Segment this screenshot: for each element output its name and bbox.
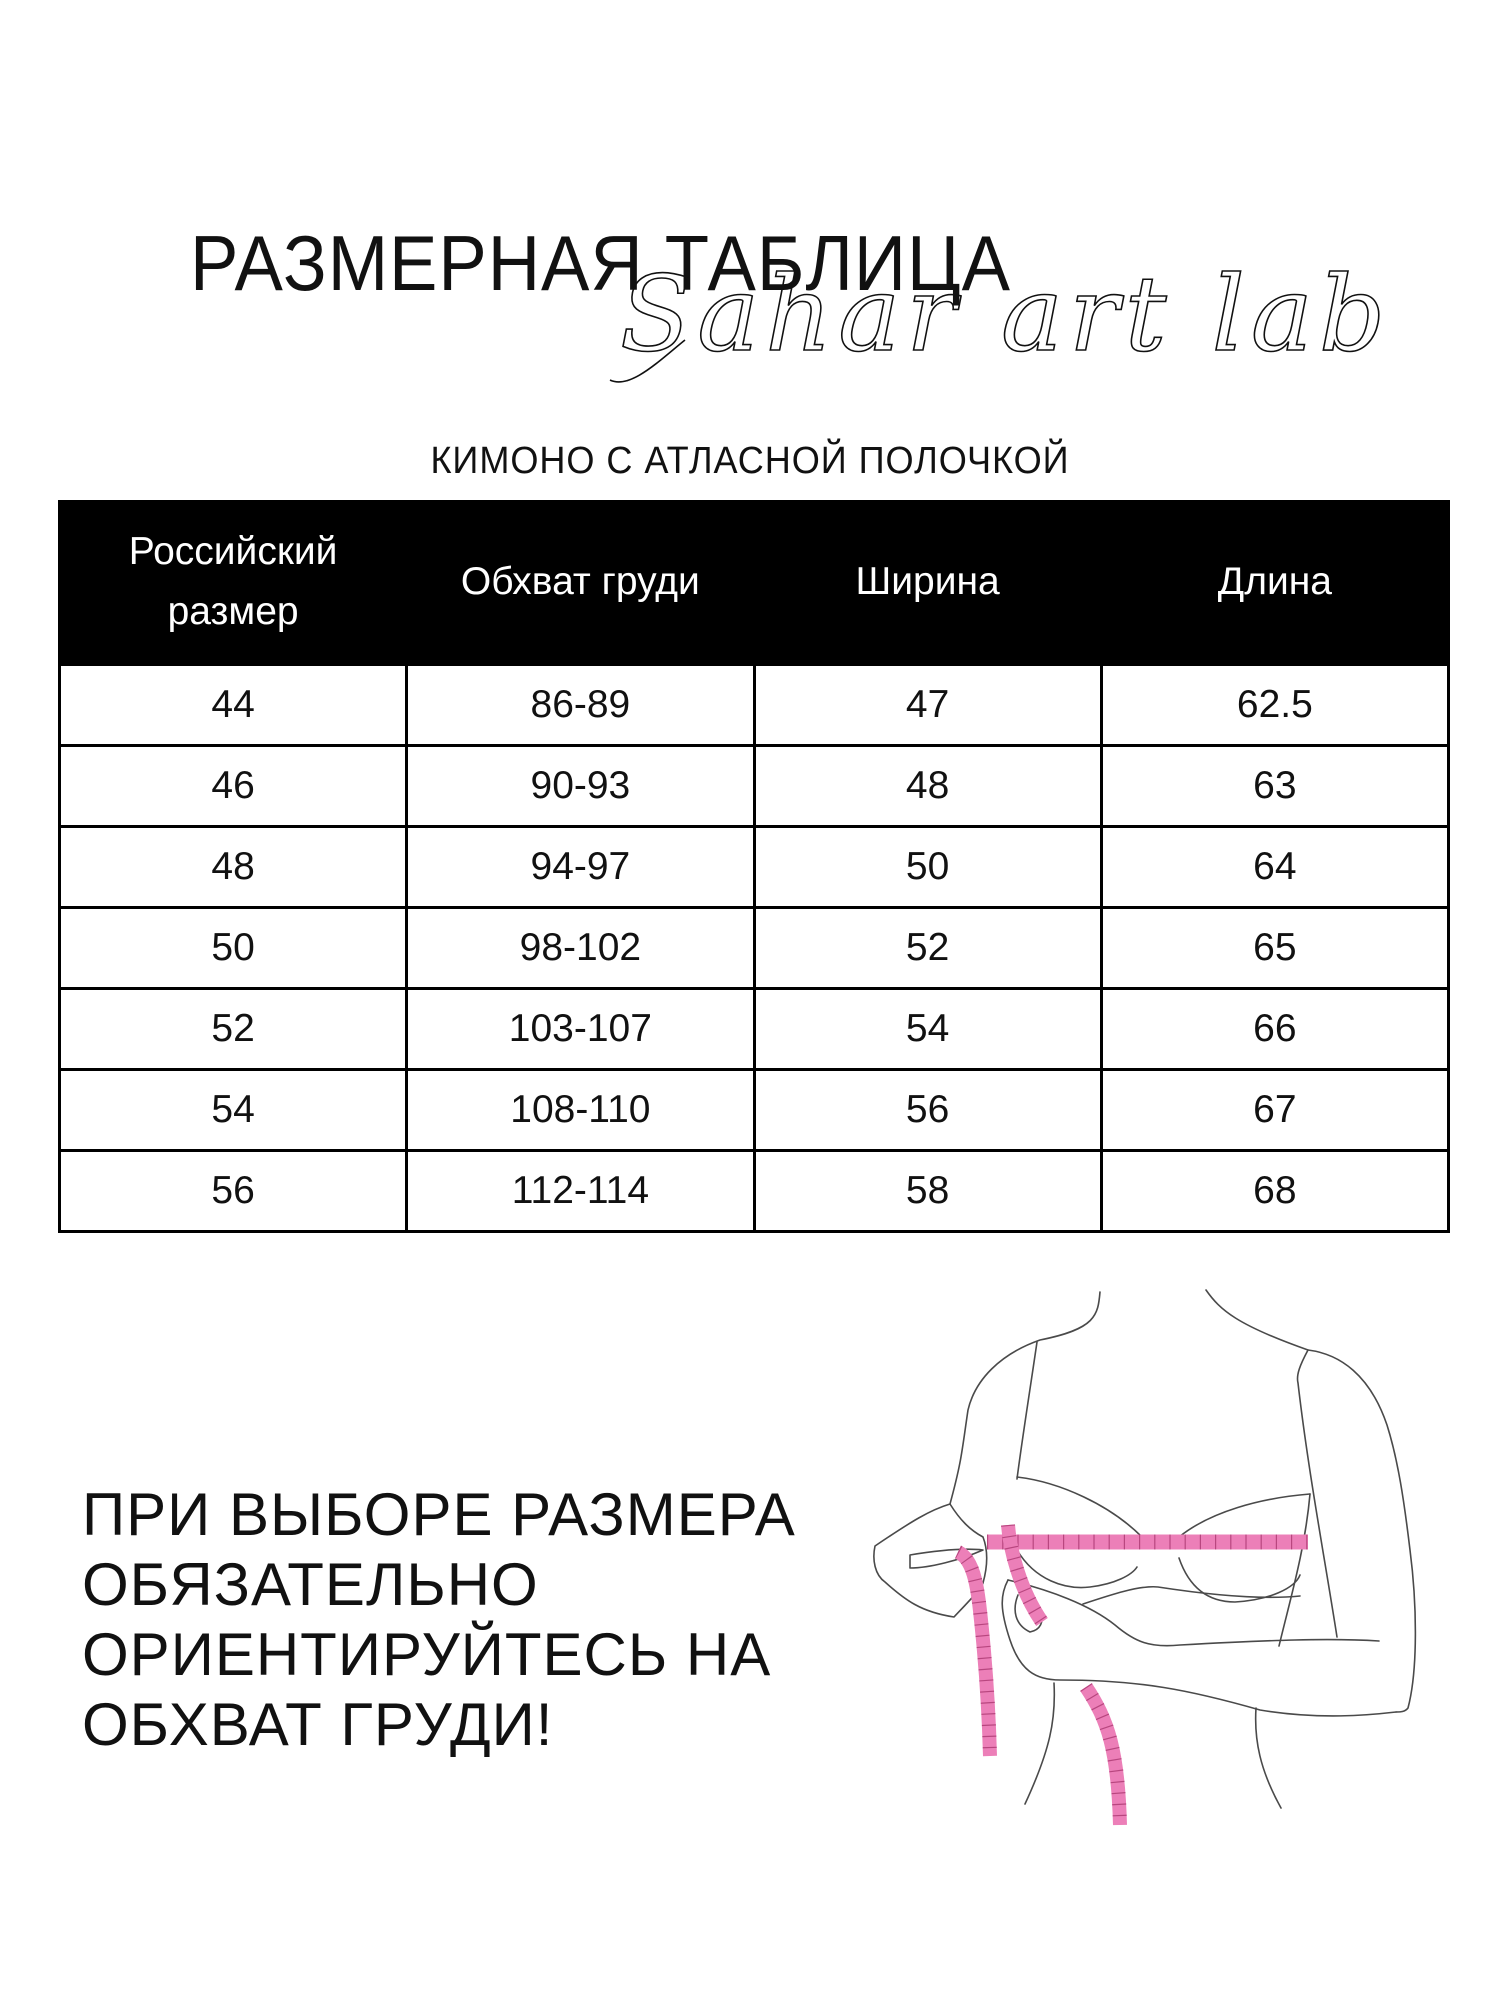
note-line: ОБХВАТ ГРУДИ! (82, 1691, 554, 1758)
table-row (60, 989, 1449, 1070)
cell-bust: 86-89 (407, 664, 754, 746)
cell-length: 64 (1101, 827, 1448, 908)
header-length: Длина (1101, 502, 1448, 664)
table-row (60, 664, 1449, 746)
cell-russian-size: 44 (60, 664, 407, 746)
cell-width: 52 (754, 908, 1101, 989)
cell-length: 65 (1101, 908, 1448, 989)
cell-width: 56 (754, 1070, 1101, 1151)
cell-russian-size: 48 (60, 827, 407, 908)
cell-length: 63 (1101, 746, 1448, 827)
cell-bust: 90-93 (407, 746, 754, 827)
table-row (60, 1070, 1449, 1151)
size-advice-note (82, 1480, 796, 1760)
cell-length: 66 (1101, 989, 1448, 1070)
table-row (60, 908, 1449, 989)
cell-width: 50 (754, 827, 1101, 908)
table-header-row (60, 502, 1449, 664)
size-table (58, 500, 1450, 1233)
cell-bust: 94-97 (407, 827, 754, 908)
cell-russian-size: 50 (60, 908, 407, 989)
cell-length: 68 (1101, 1151, 1448, 1232)
note-line: ОРИЕНТИРУЙТЕСЬ НА (82, 1621, 772, 1688)
product-subtitle: КИМОНО С АТЛАСНОЙ ПОЛОЧКОЙ (430, 440, 1070, 482)
cell-russian-size: 52 (60, 989, 407, 1070)
cell-bust: 103-107 (407, 989, 754, 1070)
cell-length: 67 (1101, 1070, 1448, 1151)
cell-width: 58 (754, 1151, 1101, 1232)
cell-length: 62.5 (1101, 664, 1448, 746)
cell-bust: 98-102 (407, 908, 754, 989)
bust-measurement-illustration (850, 1250, 1500, 1950)
header-width: Ширина (754, 502, 1101, 664)
cell-russian-size: 46 (60, 746, 407, 827)
cell-bust: 108-110 (407, 1070, 754, 1151)
cell-russian-size: 56 (60, 1151, 407, 1232)
table-row (60, 746, 1449, 827)
note-line: ОБЯЗАТЕЛЬНО (82, 1551, 539, 1618)
note-line: ПРИ ВЫБОРЕ РАЗМЕРА (82, 1481, 796, 1548)
measuring-tape (958, 1525, 1308, 1825)
brand-logo (590, 240, 1410, 390)
page-title: РАЗМЕРНАЯ ТАБЛИЦА (190, 219, 1011, 307)
logo-text: Sahar art lab (620, 253, 1392, 375)
cell-width: 48 (754, 746, 1101, 827)
cell-width: 47 (754, 664, 1101, 746)
table-row (60, 827, 1449, 908)
table-row (60, 1151, 1449, 1232)
header-russian-size: Российский размер (60, 502, 407, 664)
cell-russian-size: 54 (60, 1070, 407, 1151)
cell-bust: 112-114 (407, 1151, 754, 1232)
cell-width: 54 (754, 989, 1101, 1070)
header-bust: Обхват груди (407, 502, 754, 664)
